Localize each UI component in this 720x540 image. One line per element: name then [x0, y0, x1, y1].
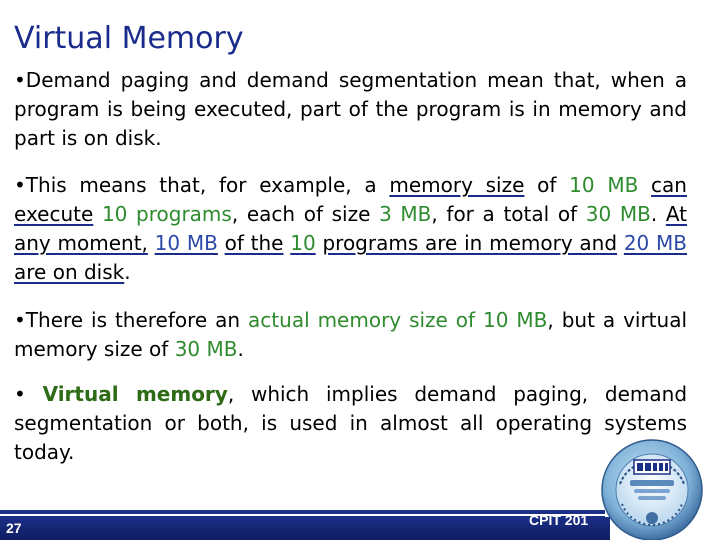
p2-space [617, 231, 624, 255]
p2-space [93, 202, 102, 226]
memory-size-term: memory size [389, 173, 525, 197]
p2-text: . [124, 260, 131, 284]
programs-in-memory-term: programs are in memory and [322, 231, 618, 255]
can-execute-term: can execute [14, 173, 687, 226]
highlight-3mb: 3 MB [379, 202, 432, 226]
on-disk-term: are on disk [14, 260, 125, 284]
highlight-30mb: 30 MB [585, 202, 651, 226]
bullet-paragraph-1: •Demand paging and demand segmentation mean that, when a program is being executed, part of the program is in memory and part is on disk. [14, 68, 687, 150]
highlight-10: 10 [290, 231, 316, 255]
p2-text: , each of size [231, 202, 380, 226]
p2-text: . [650, 202, 666, 226]
highlight-10mb: 10 MB [569, 173, 639, 197]
of-the-term: of the [224, 231, 284, 255]
virtual-memory-term: Virtual memory [42, 382, 228, 406]
p4-text: , which implies demand paging, demand segmentation or both, is used in almost all operating systems today. [14, 382, 688, 464]
course-code: CPIT 201 [529, 512, 589, 528]
actual-memory-size: actual memory size of 10 MB [248, 308, 548, 332]
bullet-paragraph-3 [14, 306, 687, 364]
footer-rule [0, 510, 605, 514]
bullet-paragraph-2 [14, 171, 687, 287]
p2-text: of [524, 173, 570, 197]
p2-text: •This means that, for example, a [14, 173, 390, 197]
slide-title: Virtual Memory [14, 21, 244, 56]
at-any-moment-term: At any moment, [14, 202, 687, 255]
p2-space [638, 173, 651, 197]
highlight-10-programs: 10 programs [101, 202, 232, 226]
p3-text: •There is therefore an [14, 308, 249, 332]
p2-text: , for a total of [431, 202, 586, 226]
p3-text: , but a virtual memory size of [14, 308, 688, 361]
highlight-10mb-memory: 10 MB [154, 231, 218, 255]
highlight-20mb: 20 MB [623, 231, 688, 255]
p3-text: . [237, 337, 244, 361]
footer-band [0, 517, 610, 540]
p2-space [218, 231, 225, 255]
p4-text: • [14, 382, 43, 406]
p2-space [148, 231, 155, 255]
page-number: 27 [6, 520, 22, 536]
virtual-size-30mb: 30 MB [174, 337, 238, 361]
bullet-paragraph-4 [14, 380, 687, 467]
university-logo-icon [600, 438, 704, 540]
